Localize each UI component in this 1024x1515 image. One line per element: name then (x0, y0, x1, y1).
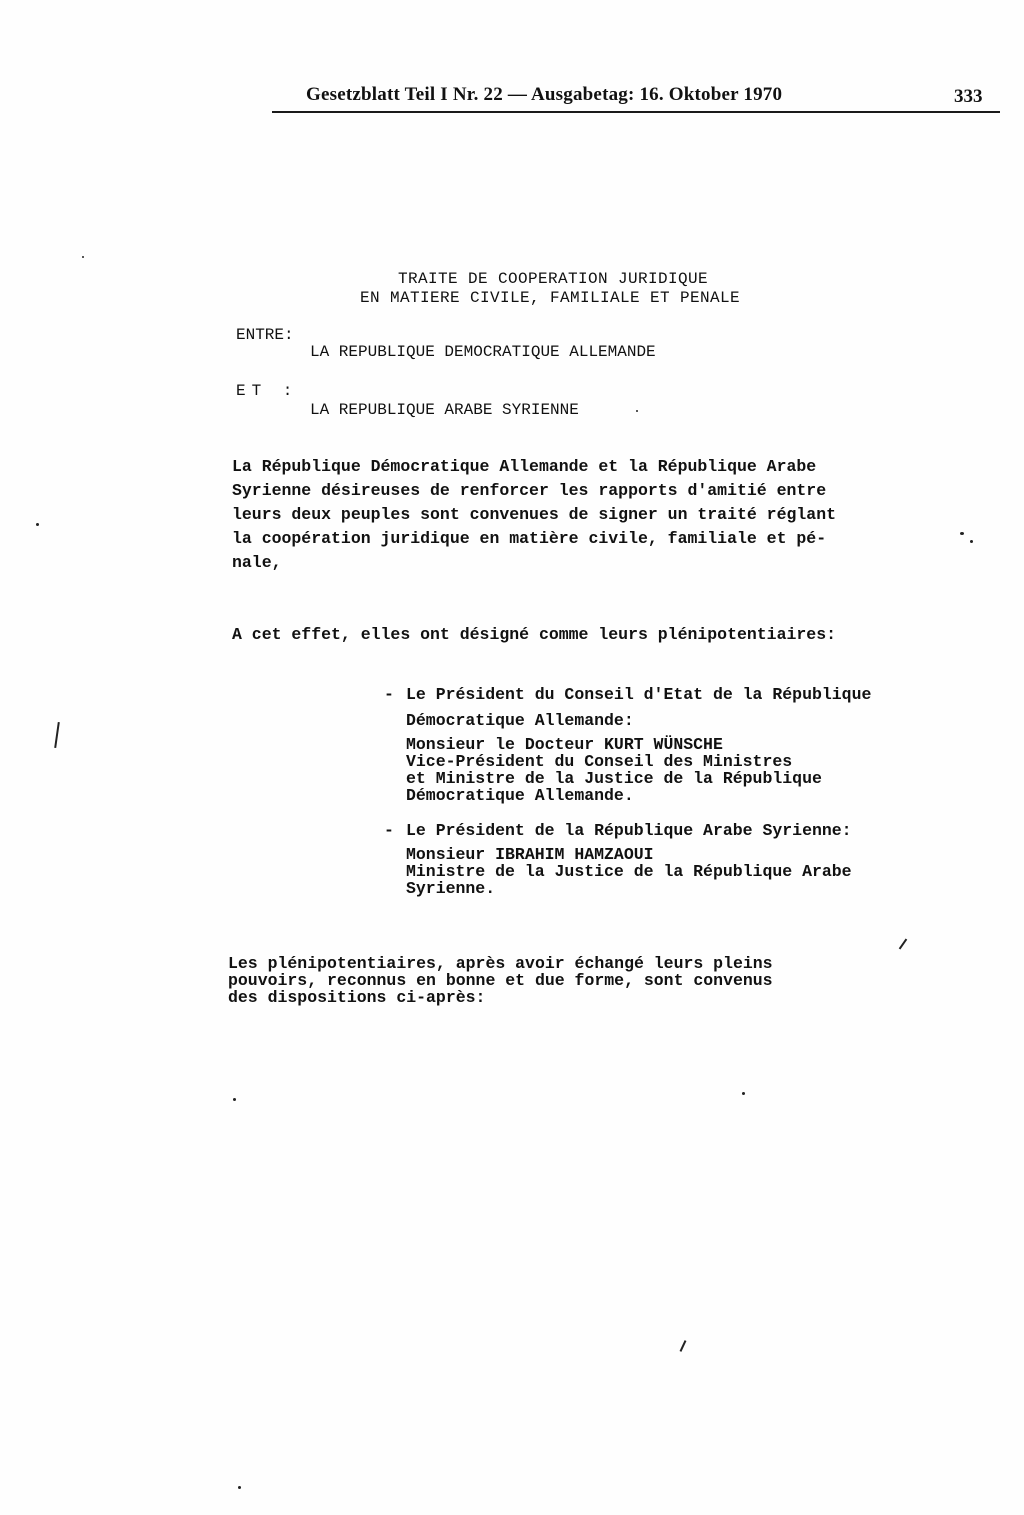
plenipotentiaries-list (384, 682, 944, 897)
header-rule (272, 111, 1000, 113)
scan-speck (742, 1092, 745, 1095)
scan-speck (970, 540, 973, 543)
person-line: Ministre de la Justice de la République Arabe (406, 862, 852, 881)
scan-mark (680, 1340, 687, 1352)
running-header: Gesetzblatt Teil I Nr. 22 — Ausgabetag: 16. Oktober 1970 (306, 84, 783, 105)
appointing-authority: Le Président de la République Arabe Syrienne: (406, 821, 852, 840)
scan-speck (636, 410, 638, 412)
scan-speck (238, 1486, 241, 1489)
appointing-authority: Le Président du Conseil d'Etat de la République (406, 685, 872, 704)
scan-mark (899, 939, 908, 950)
plenipotentiary-details (384, 736, 944, 804)
closing-paragraph (228, 955, 773, 1006)
dash-bullet: - (384, 821, 394, 840)
designation-sentence: A cet effet, elles ont désigné comme leurs plénipotentiaires: (232, 625, 836, 644)
list-item-head (384, 682, 944, 708)
plenipotentiary-details (384, 846, 944, 897)
closing-line: des dispositions ci-après: (228, 988, 486, 1007)
entre-label: ENTRE: (236, 326, 294, 344)
preamble-line: Syrienne désireuses de renforcer les rapports d'amitié entre (232, 481, 827, 500)
page-number: 333 (954, 86, 983, 107)
scan-mark (54, 722, 60, 748)
party-syria: LA REPUBLIQUE ARABE SYRIENNE (310, 401, 579, 419)
preamble-line: nale, (232, 553, 282, 572)
scan-speck (82, 256, 84, 258)
scan-speck (36, 523, 39, 526)
person-line: Monsieur le Docteur KURT WÜNSCHE (406, 735, 723, 754)
et-label: ET : (236, 382, 299, 400)
person-line: et Ministre de la Justice de la République (406, 769, 822, 788)
treaty-title-line-1: TRAITE DE COOPERATION JURIDIQUE (398, 270, 709, 288)
scan-speck (960, 532, 964, 535)
person-line: Syrienne. (406, 879, 496, 898)
preamble-line: la coopération juridique en matière civile, familiale et pé- (232, 529, 827, 548)
person-line: Monsieur IBRAHIM HAMZAOUI (406, 845, 654, 864)
preamble-line: La République Démocratique Allemande et la République Arabe (232, 457, 817, 476)
scan-speck (233, 1098, 236, 1101)
dash-bullet: - (384, 685, 394, 704)
closing-line: Les plénipotentiaires, après avoir échangé leurs pleins (228, 954, 773, 973)
person-line: Démocratique Allemande. (406, 786, 634, 805)
appointing-authority-cont: Démocratique Allemande: (406, 711, 634, 730)
treaty-title-line-2: EN MATIERE CIVILE, FAMILIALE ET PENALE (360, 289, 741, 307)
party-gdr: LA REPUBLIQUE DEMOCRATIQUE ALLEMANDE (310, 343, 656, 361)
list-item-head (384, 818, 944, 844)
preamble-paragraph (232, 455, 892, 575)
list-item (384, 682, 944, 804)
person-line: Vice-Président du Conseil des Ministres (406, 752, 793, 771)
preamble-line: leurs deux peuples sont convenues de signer un traité réglant (232, 505, 836, 524)
closing-line: pouvoirs, reconnus en bonne et due forme, sont convenus (228, 971, 773, 990)
list-item (384, 818, 944, 897)
